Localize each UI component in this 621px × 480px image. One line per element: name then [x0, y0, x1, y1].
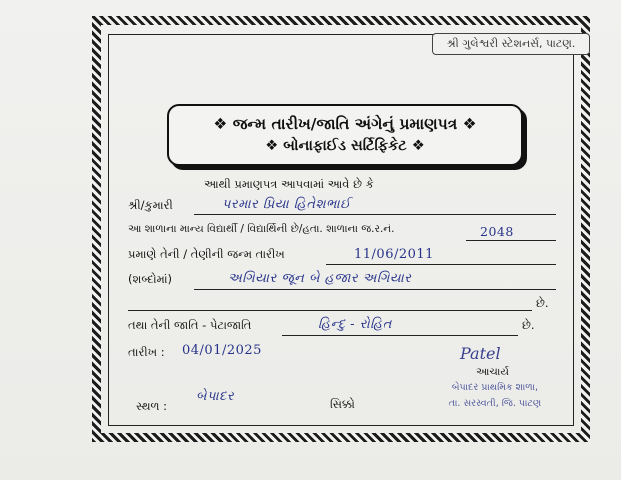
- name-underline: [194, 214, 556, 215]
- stamp-line-1: બેપાદર પ્રાથમિક શાળા,: [451, 382, 539, 393]
- caste-underline: [282, 335, 518, 336]
- vendor-label: શ્રી ગુલેશ્વરી સ્ટેશનર્સ, પાટણ.: [432, 33, 590, 55]
- dob-underline: [326, 264, 556, 265]
- school-stamp: [436, 380, 554, 412]
- date-label: તારીખ :: [128, 345, 165, 359]
- words-underline: [194, 289, 556, 290]
- gr-number: 2048: [480, 224, 514, 239]
- name-value: પરમાર પ્રિયા હિતેશભાઈ: [222, 197, 351, 212]
- chhe-text-1: છે.: [536, 296, 549, 310]
- school-label: આ શાળાના માન્ય વિદ્યાર્થી / વિદ્યાર્થિની છે/હતા. શાળાના જ.ર.નં.: [128, 223, 395, 235]
- intro-text: આથી પ્રમાણપત્ર આપવામાં આવે છે કે: [204, 177, 374, 191]
- place-value: બેપાદર: [196, 389, 235, 404]
- title-box: [167, 104, 523, 166]
- stamp-line-2: તા. સરસ્વતી, જિ. પાટણ: [448, 398, 542, 409]
- principal-signature: Patel: [460, 344, 501, 363]
- title-line-2: ❖ બોનાફાઈડ સર્ટિફિકેટ ❖: [265, 138, 425, 154]
- dob-label: પ્રમાણે તેની / તેણીની જન્મ તારીખ: [128, 247, 285, 261]
- date-value: 04/01/2025: [182, 343, 262, 358]
- caste-label: તથા તેની જાતિ - પેટાજાતિ: [128, 318, 252, 332]
- words-continuation-underline: [128, 310, 532, 311]
- words-value: અગિયાર જૂન બે હજાર અગિયાર: [228, 271, 412, 286]
- chhe-text-2: છે.: [522, 318, 535, 332]
- name-label: શ્રી/કુમારી: [128, 198, 173, 212]
- acharya-label: આચાર્ય: [476, 366, 509, 378]
- gr-underline: [466, 240, 556, 241]
- dob-value: 11/06/2011: [354, 247, 434, 262]
- title-line-1: ❖ જન્મ તારીખ/જાતિ અંગેનું પ્રમાણપત્ર ❖: [213, 115, 477, 133]
- place-label: સ્થળ :: [136, 399, 168, 413]
- seal-label: સિક્કો: [330, 397, 355, 411]
- caste-value: હિન્દુ - રોહિત: [318, 317, 392, 332]
- words-label: (શબ્દોમાં): [128, 272, 173, 286]
